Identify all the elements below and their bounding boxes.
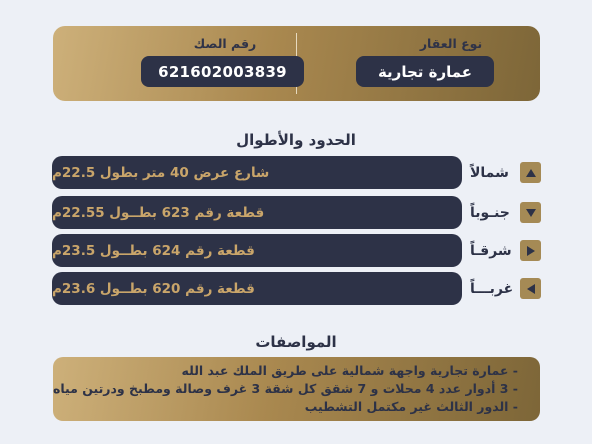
bound-direction-label: شرقـاً bbox=[470, 242, 512, 259]
property-type-label: نوع العقار bbox=[419, 36, 483, 51]
spec-item: - 3 أدوار عدد 4 محلات و 7 شقق كل شقة 3 غرف وصالة ومطبخ ودرتين مياه bbox=[52, 381, 518, 396]
bound-direction-label: جنـوباً bbox=[470, 204, 510, 221]
deed-number-value: 621602003839 bbox=[141, 56, 304, 87]
triangle-left-icon bbox=[520, 278, 541, 299]
spec-item: - عمارة تجارية واجهة شمالية على طريق الملك عبد الله bbox=[181, 363, 518, 378]
bound-row-west bbox=[52, 272, 542, 305]
specs-list bbox=[52, 362, 518, 416]
triangle-right-icon bbox=[520, 240, 541, 261]
deed-number-label: رقم الصك bbox=[193, 36, 257, 51]
bound-row-south bbox=[52, 196, 542, 229]
property-type-value: عمارة تجارية bbox=[356, 56, 494, 87]
bound-direction-label: غربـــاً bbox=[470, 280, 514, 297]
triangle-down-icon bbox=[520, 202, 541, 223]
bound-direction-label: شمالاً bbox=[470, 164, 509, 181]
bound-description: قطعة رقم 624 بطــول 23.5م bbox=[52, 234, 462, 267]
bound-row-north bbox=[52, 156, 542, 189]
bound-description: قطعة رقم 623 بطــول 22.55م bbox=[52, 196, 462, 229]
bound-description: شارع عرض 40 متر بطول 22.5م bbox=[52, 156, 462, 189]
specs-card bbox=[53, 357, 540, 421]
specs-section-title: المواصفات bbox=[255, 333, 337, 351]
spec-item: - الدور الثالث غير مكتمل التشطيب bbox=[304, 399, 518, 414]
bound-row-east bbox=[52, 234, 542, 267]
deed-number-group bbox=[125, 26, 325, 101]
bounds-section-title: الحدود والأطوال bbox=[236, 131, 356, 149]
property-type-group bbox=[351, 26, 551, 101]
bound-description: قطعة رقم 620 بطــول 23.6م bbox=[52, 272, 462, 305]
property-header-card bbox=[53, 26, 540, 101]
triangle-up-icon bbox=[520, 162, 541, 183]
